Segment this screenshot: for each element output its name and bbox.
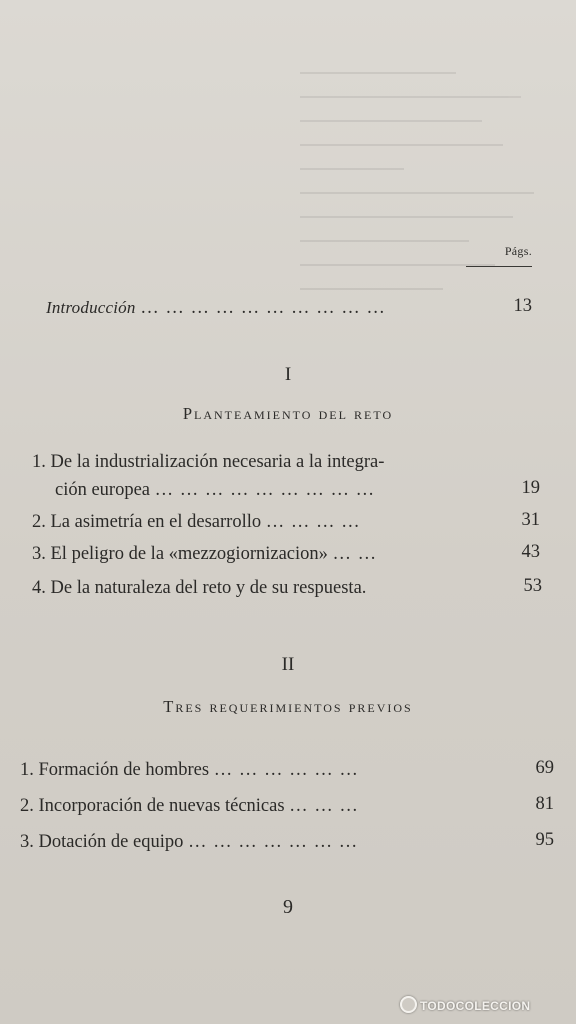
toc-entry-line [20,832,358,853]
toc-entry-title: 2. Incorporación de nuevas técnicas [20,796,285,816]
section-number: I [284,364,292,385]
toc-entry-line [32,512,361,533]
pages-column-header: Págs. [466,244,532,267]
toc-page-number: 19 [521,478,540,498]
toc-page-number: 13 [513,296,532,316]
toc-page-number: 95 [535,830,554,850]
toc-entry-line [20,796,359,817]
page-number: 9 [283,896,293,918]
leader-dots: … … … … … … … [188,832,359,852]
toc-page-number: 31 [521,510,540,530]
toc-entry-line [20,760,359,781]
toc-entry-intro [46,298,386,319]
toc-entry-title: 3. El peligro de la «mezzogiornizacion» [32,544,328,564]
leader-dots: … … [332,544,378,564]
toc-entry-line: 1. De la industrialización necesaria a la integra- [32,452,385,472]
toc-entry-title: Introducción [46,298,136,317]
section-number: II [281,654,295,675]
toc-entry-title: 2. La asimetría en el desarrollo [32,512,262,532]
toc-entry-title: ción europea [55,480,151,500]
section-title: Tres requerimientos previos [163,697,413,716]
section-title: Planteamiento del reto [182,404,394,423]
toc-page-number: 81 [535,794,554,814]
toc-page-number: 43 [521,542,540,562]
toc-page-number: 69 [535,758,554,778]
toc-entry-line [55,480,375,501]
toc-entry-title: 3. Dotación de equipo [20,832,184,852]
toc-entry-line: 4. De la naturaleza del reto y de su respuesta. [32,578,367,598]
leader-dots: … … … … … … … … … [154,480,376,500]
leader-dots: … … … … … … [213,760,359,780]
leader-dots: … … … [289,796,359,816]
leader-dots: … … … … … … … … … … [140,298,386,318]
watermark [400,996,530,1013]
toc-entry-title: 1. Formación de hombres [20,760,210,780]
toc-entry-line [32,544,377,565]
toc-page-number: 53 [523,576,542,596]
watermark-text: TODOCOLECCION [420,999,531,1013]
leader-dots: … … … … [265,512,361,532]
watermark-logo-icon [400,996,417,1013]
